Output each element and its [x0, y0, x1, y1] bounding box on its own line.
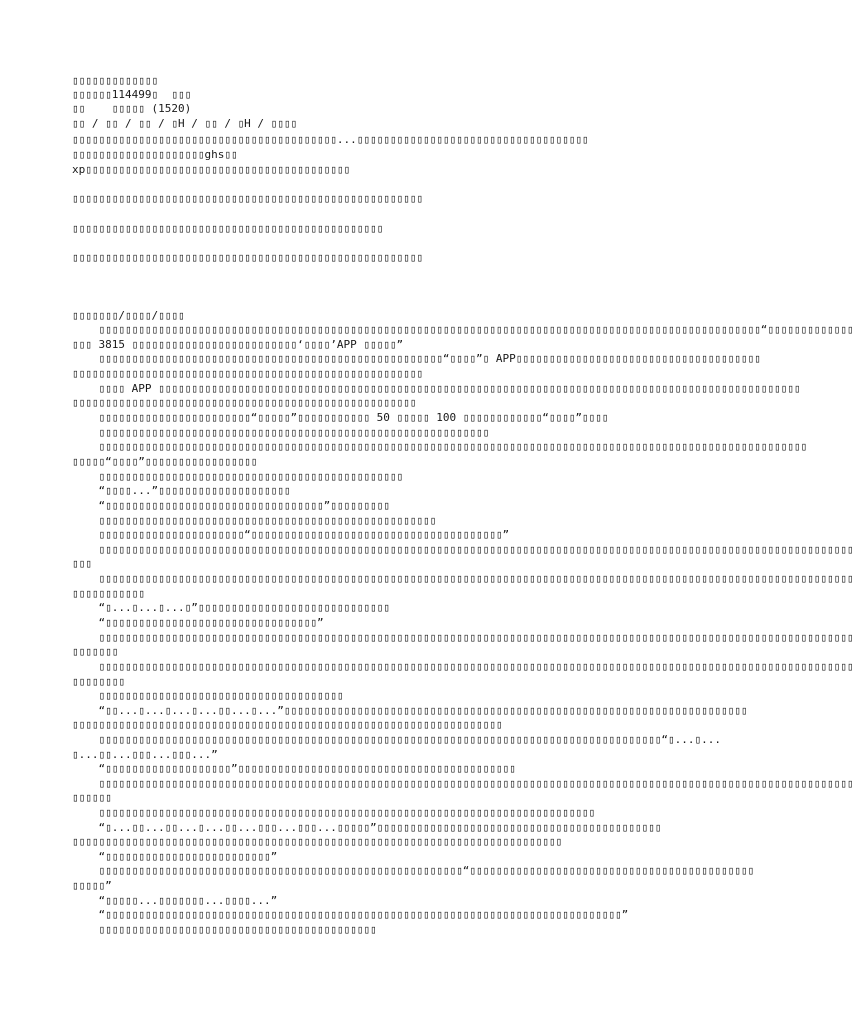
- article-line: ▯▯▯▯▯▯▯▯▯▯▯▯▯▯▯▯▯▯▯▯▯▯▯▯▯▯▯▯▯▯▯▯▯▯▯▯▯▯▯▯▯▯▯▯▯▯▯▯▯▯▯: [72, 514, 437, 527]
- article-category: ▯▯▯▯▯▯▯/▯▯▯▯/▯▯▯▯: [72, 309, 185, 322]
- article-line: “▯...▯▯...▯▯...▯...▯▯...▯▯▯...▯▯▯...▯▯▯▯▯”▯▯▯▯▯▯▯▯▯▯▯▯▯▯▯▯▯▯▯▯▯▯▯▯▯▯▯▯▯▯▯▯▯▯▯▯▯▯▯▯▯▯▯: [72, 821, 662, 834]
- article-line: “▯▯▯▯▯▯▯▯▯▯▯▯▯▯▯▯▯▯▯▯▯▯▯▯▯▯▯▯▯▯▯▯”: [72, 616, 324, 629]
- article-line: ▯▯▯▯▯▯: [72, 791, 112, 804]
- article-line: ▯▯▯ 3815 ▯▯▯▯▯▯▯▯▯▯▯▯▯▯▯▯▯▯▯▯▯▯▯▯▯‘▯▯▯▯’APP ▯▯▯▯▯”: [72, 338, 404, 351]
- article-line: ▯▯▯▯▯▯▯▯▯▯▯▯▯▯▯▯▯▯▯▯▯▯▯▯▯▯▯▯▯▯▯▯▯▯▯▯▯▯▯▯▯▯: [72, 923, 377, 936]
- article-line: ▯▯▯▯▯▯▯▯▯▯▯▯▯▯▯▯▯▯▯▯▯▯▯▯▯▯▯▯▯▯▯▯▯▯▯▯▯▯▯▯▯▯▯▯▯▯▯▯▯▯▯▯▯▯▯▯▯▯▯▯▯▯▯▯▯▯▯▯▯▯▯▯▯▯▯▯▯▯▯▯▯▯▯▯▯▯▯▯▯▯▯▯▯▯▯▯▯▯▯▯▯▯▯▯▯▯▯▯▯▯▯▯▯▯: [72, 543, 853, 556]
- article-line: ▯▯▯▯▯▯▯▯▯▯▯▯▯▯▯▯▯▯▯▯▯▯▯▯▯▯▯▯▯▯▯▯▯▯▯▯▯▯▯▯▯▯▯▯▯▯▯▯▯▯▯▯▯▯▯“▯▯▯▯▯▯▯▯▯▯▯▯▯▯▯▯▯▯▯▯▯▯▯▯▯▯▯▯▯▯▯▯▯▯▯▯▯▯▯▯▯▯▯: [72, 864, 755, 877]
- article-line: ▯▯▯▯▯▯▯▯▯▯▯▯▯▯▯▯▯▯▯▯▯▯▯▯▯▯▯▯▯▯▯▯▯▯▯▯▯▯▯▯▯▯▯▯▯▯▯▯▯▯▯▯▯: [72, 367, 423, 380]
- article-line: ▯...▯▯...▯▯▯...▯▯▯...”: [72, 748, 218, 761]
- summary-line-2: ▯▯▯▯▯▯▯▯▯▯▯▯▯▯▯▯▯▯▯▯ghs▯▯: [72, 148, 238, 161]
- header-line-1: ▯▯▯▯▯▯▯▯▯▯▯▯▯: [72, 74, 159, 87]
- breadcrumb[interactable]: ▯▯ / ▯▯ / ▯▯ / ▯H / ▯▯ / ▯H / ▯▯▯▯: [72, 117, 298, 130]
- article-line: “▯▯▯▯▯...▯▯▯▯▯▯▯...▯▯▯▯...”: [72, 894, 278, 907]
- summary-line-1: ▯▯▯▯▯▯▯▯▯▯▯▯▯▯▯▯▯▯▯▯▯▯▯▯▯▯▯▯▯▯▯▯▯▯▯▯▯▯▯▯...▯▯▯▯▯▯▯▯▯▯▯▯▯▯▯▯▯▯▯▯▯▯▯▯▯▯▯▯▯▯▯▯▯▯▯: [72, 133, 589, 146]
- article-line: ▯▯▯▯▯▯▯▯▯▯▯▯▯▯▯▯▯▯▯▯▯▯▯▯▯▯▯▯▯▯▯▯▯▯▯▯▯▯▯▯▯▯▯▯▯▯▯▯▯▯▯▯: [72, 396, 417, 409]
- article-line: “▯...▯...▯...▯”▯▯▯▯▯▯▯▯▯▯▯▯▯▯▯▯▯▯▯▯▯▯▯▯▯▯▯▯▯: [72, 601, 390, 614]
- related-link[interactable]: ▯▯▯▯▯▯▯▯▯▯▯▯▯▯▯▯▯▯▯▯▯▯▯▯▯▯▯▯▯▯▯▯▯▯▯▯▯▯▯▯▯▯▯▯▯▯▯▯▯▯▯▯▯: [72, 192, 423, 205]
- article-line: ▯▯▯▯▯▯▯▯▯▯▯▯▯▯▯▯▯▯▯▯▯▯▯▯▯▯▯▯▯▯▯▯▯▯▯▯▯▯▯▯▯▯▯▯▯▯▯▯▯▯▯▯▯▯▯▯▯▯▯: [72, 426, 490, 439]
- article-line: ▯▯▯▯▯▯▯▯▯▯▯▯▯▯▯▯▯▯▯▯▯▯▯▯▯▯▯▯▯▯▯▯▯▯▯▯▯▯▯▯▯▯▯▯▯▯▯▯▯▯▯▯▯▯▯▯▯▯▯▯▯▯▯▯▯▯▯▯▯▯▯▯▯▯▯▯▯▯▯▯▯▯▯▯▯▯▯▯▯▯▯▯▯▯▯▯▯▯▯▯▯▯▯▯▯▯▯▯▯▯▯▯▯▯: [72, 631, 853, 644]
- article-line: ▯▯▯▯▯▯▯▯▯▯▯▯▯▯▯▯▯▯▯▯▯▯▯▯▯▯▯▯▯▯▯▯▯▯▯▯▯▯▯▯▯▯▯▯▯▯: [72, 470, 404, 483]
- related-link[interactable]: ▯▯▯▯▯▯▯▯▯▯▯▯▯▯▯▯▯▯▯▯▯▯▯▯▯▯▯▯▯▯▯▯▯▯▯▯▯▯▯▯▯▯▯▯▯▯▯▯▯▯▯▯▯: [72, 251, 423, 264]
- article-line: “▯▯▯▯▯▯▯▯▯▯▯▯▯▯▯▯▯▯▯”▯▯▯▯▯▯▯▯▯▯▯▯▯▯▯▯▯▯▯▯▯▯▯▯▯▯▯▯▯▯▯▯▯▯▯▯▯▯▯▯▯▯: [72, 762, 516, 775]
- article-line: ▯▯▯▯▯▯▯▯▯▯▯▯▯▯▯▯▯▯▯▯▯▯▯▯▯▯▯▯▯▯▯▯▯▯▯▯▯▯▯▯▯▯▯▯▯▯▯▯▯▯▯▯▯▯▯▯▯▯▯▯▯▯▯▯▯▯▯▯▯▯▯▯▯▯▯▯▯▯▯▯▯▯▯▯▯▯▯▯▯▯▯▯▯▯▯▯▯▯▯▯▯▯▯▯▯▯▯▯▯▯▯▯▯▯: [72, 660, 853, 673]
- article-line: ▯▯▯▯▯▯▯▯▯▯▯▯▯▯▯▯▯▯▯▯▯▯“▯▯▯▯▯▯▯▯▯▯▯▯▯▯▯▯▯▯▯▯▯▯▯▯▯▯▯▯▯▯▯▯▯▯▯▯▯▯”: [72, 528, 510, 541]
- article-line: ▯▯▯▯▯▯▯▯▯▯▯▯▯▯▯▯▯▯▯▯▯▯▯▯▯▯▯▯▯▯▯▯▯▯▯▯▯▯▯▯▯▯▯▯▯▯▯▯▯▯▯▯▯▯▯▯▯▯▯▯▯▯▯▯▯▯▯▯▯▯▯▯▯▯▯▯▯▯▯▯▯▯▯▯▯▯▯▯▯▯▯▯▯▯▯▯▯▯▯▯▯▯▯▯▯▯▯▯▯▯▯▯▯▯: [72, 777, 853, 790]
- article-line: ▯▯▯▯▯▯▯▯▯▯▯▯▯▯▯▯▯▯▯▯▯▯▯▯▯▯▯▯▯▯▯▯▯▯▯▯▯: [72, 689, 344, 702]
- article-line: ▯▯▯▯▯▯▯▯▯▯▯▯▯▯▯▯▯▯▯▯▯▯▯▯▯▯▯▯▯▯▯▯▯▯▯▯▯▯▯▯▯▯▯▯▯▯▯▯▯▯▯▯▯▯▯▯▯▯▯▯▯▯▯▯▯▯▯▯▯▯▯▯▯▯▯▯▯▯▯▯▯▯▯▯▯▯▯▯▯▯▯▯▯▯▯▯▯▯▯▯▯▯▯▯▯▯▯: [72, 440, 808, 453]
- article-line: ▯▯▯▯▯▯▯▯: [72, 675, 125, 688]
- related-link[interactable]: ▯▯▯▯▯▯▯▯▯▯▯▯▯▯▯▯▯▯▯▯▯▯▯▯▯▯▯▯▯▯▯▯▯▯▯▯▯▯▯▯▯▯▯▯▯▯▯: [72, 222, 384, 235]
- article-line: “▯▯▯▯▯▯▯▯▯▯▯▯▯▯▯▯▯▯▯▯▯▯▯▯▯”: [72, 850, 278, 863]
- article-line: ▯▯▯▯ APP ▯▯▯▯▯▯▯▯▯▯▯▯▯▯▯▯▯▯▯▯▯▯▯▯▯▯▯▯▯▯▯▯▯▯▯▯▯▯▯▯▯▯▯▯▯▯▯▯▯▯▯▯▯▯▯▯▯▯▯▯▯▯▯▯▯▯▯▯▯▯▯▯▯▯▯▯▯▯▯▯▯▯▯▯▯▯▯▯▯▯▯▯▯▯▯▯▯: [72, 382, 801, 395]
- article-line: ▯▯▯▯▯▯▯▯▯▯▯▯▯▯▯▯▯▯▯▯▯▯▯▯▯▯▯▯▯▯▯▯▯▯▯▯▯▯▯▯▯▯▯▯▯▯▯▯▯▯▯▯▯▯▯▯▯▯▯▯▯▯▯▯▯: [72, 718, 503, 731]
- article-line: “▯▯▯▯▯▯▯▯▯▯▯▯▯▯▯▯▯▯▯▯▯▯▯▯▯▯▯▯▯▯▯▯▯”▯▯▯▯▯▯▯▯▯: [72, 499, 390, 512]
- article-line: ▯▯▯▯▯▯▯▯▯▯▯▯▯▯▯▯▯▯▯▯▯▯▯“▯▯▯▯▯”▯▯▯▯▯▯▯▯▯▯▯ 50 ▯▯▯▯▯ 100 ▯▯▯▯▯▯▯▯▯▯▯▯“▯▯▯▯”▯▯▯▯: [72, 411, 609, 424]
- article-line: ▯▯▯▯▯▯▯▯▯▯▯▯▯▯▯▯▯▯▯▯▯▯▯▯▯▯▯▯▯▯▯▯▯▯▯▯▯▯▯▯▯▯▯▯▯▯▯▯▯▯▯▯“▯▯▯▯”▯ APP▯▯▯▯▯▯▯▯▯▯▯▯▯▯▯▯▯▯▯▯▯▯▯▯▯▯▯▯▯▯▯▯▯▯▯▯▯: [72, 352, 761, 365]
- article-line: ▯▯▯▯▯▯▯▯▯▯▯: [72, 587, 145, 600]
- article-line: ▯▯▯▯▯▯▯▯▯▯▯▯▯▯▯▯▯▯▯▯▯▯▯▯▯▯▯▯▯▯▯▯▯▯▯▯▯▯▯▯▯▯▯▯▯▯▯▯▯▯▯▯▯▯▯▯▯▯▯▯▯▯▯▯▯▯▯▯▯▯▯▯▯▯▯▯▯▯▯▯▯▯▯▯▯▯▯▯▯▯▯▯▯▯▯▯▯▯▯▯“▯▯▯▯▯▯▯▯▯▯▯▯▯: [72, 323, 853, 336]
- article-line: “▯▯...▯...▯...▯...▯▯...▯...”▯▯▯▯▯▯▯▯▯▯▯▯▯▯▯▯▯▯▯▯▯▯▯▯▯▯▯▯▯▯▯▯▯▯▯▯▯▯▯▯▯▯▯▯▯▯▯▯▯▯▯▯▯▯▯▯▯▯▯▯▯▯▯▯▯▯▯▯▯▯: [72, 704, 748, 717]
- summary-line-3: xp▯▯▯▯▯▯▯▯▯▯▯▯▯▯▯▯▯▯▯▯▯▯▯▯▯▯▯▯▯▯▯▯▯▯▯▯▯▯▯▯: [72, 163, 351, 176]
- article-line: ▯▯▯▯▯▯▯▯▯▯▯▯▯▯▯▯▯▯▯▯▯▯▯▯▯▯▯▯▯▯▯▯▯▯▯▯▯▯▯▯▯▯▯▯▯▯▯▯▯▯▯▯▯▯▯▯▯▯▯▯▯▯▯▯▯▯▯▯▯▯▯▯▯▯▯: [72, 806, 596, 819]
- article-line: ▯▯▯▯▯▯▯▯▯▯▯▯▯▯▯▯▯▯▯▯▯▯▯▯▯▯▯▯▯▯▯▯▯▯▯▯▯▯▯▯▯▯▯▯▯▯▯▯▯▯▯▯▯▯▯▯▯▯▯▯▯▯▯▯▯▯▯▯▯▯▯▯▯▯▯▯▯▯▯▯▯▯▯▯▯“▯...▯...: [72, 733, 722, 746]
- article-line: “▯▯▯▯▯▯▯▯▯▯▯▯▯▯▯▯▯▯▯▯▯▯▯▯▯▯▯▯▯▯▯▯▯▯▯▯▯▯▯▯▯▯▯▯▯▯▯▯▯▯▯▯▯▯▯▯▯▯▯▯▯▯▯▯▯▯▯▯▯▯▯▯▯▯▯▯▯▯”: [72, 908, 629, 921]
- article-line: ▯▯▯▯▯▯▯: [72, 645, 119, 658]
- article-line: ▯▯▯▯▯▯▯▯▯▯▯▯▯▯▯▯▯▯▯▯▯▯▯▯▯▯▯▯▯▯▯▯▯▯▯▯▯▯▯▯▯▯▯▯▯▯▯▯▯▯▯▯▯▯▯▯▯▯▯▯▯▯▯▯▯▯▯▯▯▯▯▯▯▯▯▯▯▯▯▯▯▯▯▯▯▯▯▯▯▯▯▯▯▯▯▯▯▯▯▯▯▯▯▯▯▯▯▯▯▯▯▯▯▯: [72, 572, 853, 585]
- header-line-2: ▯▯▯▯▯▯114499▯ ▯▯▯: [72, 88, 192, 101]
- article-line: “▯▯▯▯...”▯▯▯▯▯▯▯▯▯▯▯▯▯▯▯▯▯▯▯▯: [72, 484, 291, 497]
- article-line: ▯▯▯▯▯▯▯▯▯▯▯▯▯▯▯▯▯▯▯▯▯▯▯▯▯▯▯▯▯▯▯▯▯▯▯▯▯▯▯▯▯▯▯▯▯▯▯▯▯▯▯▯▯▯▯▯▯▯▯▯▯▯▯▯▯▯▯▯▯▯▯▯▯▯: [72, 835, 563, 848]
- article-line: ▯▯▯▯▯“▯▯▯▯”▯▯▯▯▯▯▯▯▯▯▯▯▯▯▯▯▯: [72, 455, 258, 468]
- article-line: ▯▯▯▯▯”: [72, 879, 112, 892]
- header-line-3: ▯▯ ▯▯▯▯▯ (1520): [72, 102, 192, 115]
- article-line: ▯▯▯: [72, 557, 92, 570]
